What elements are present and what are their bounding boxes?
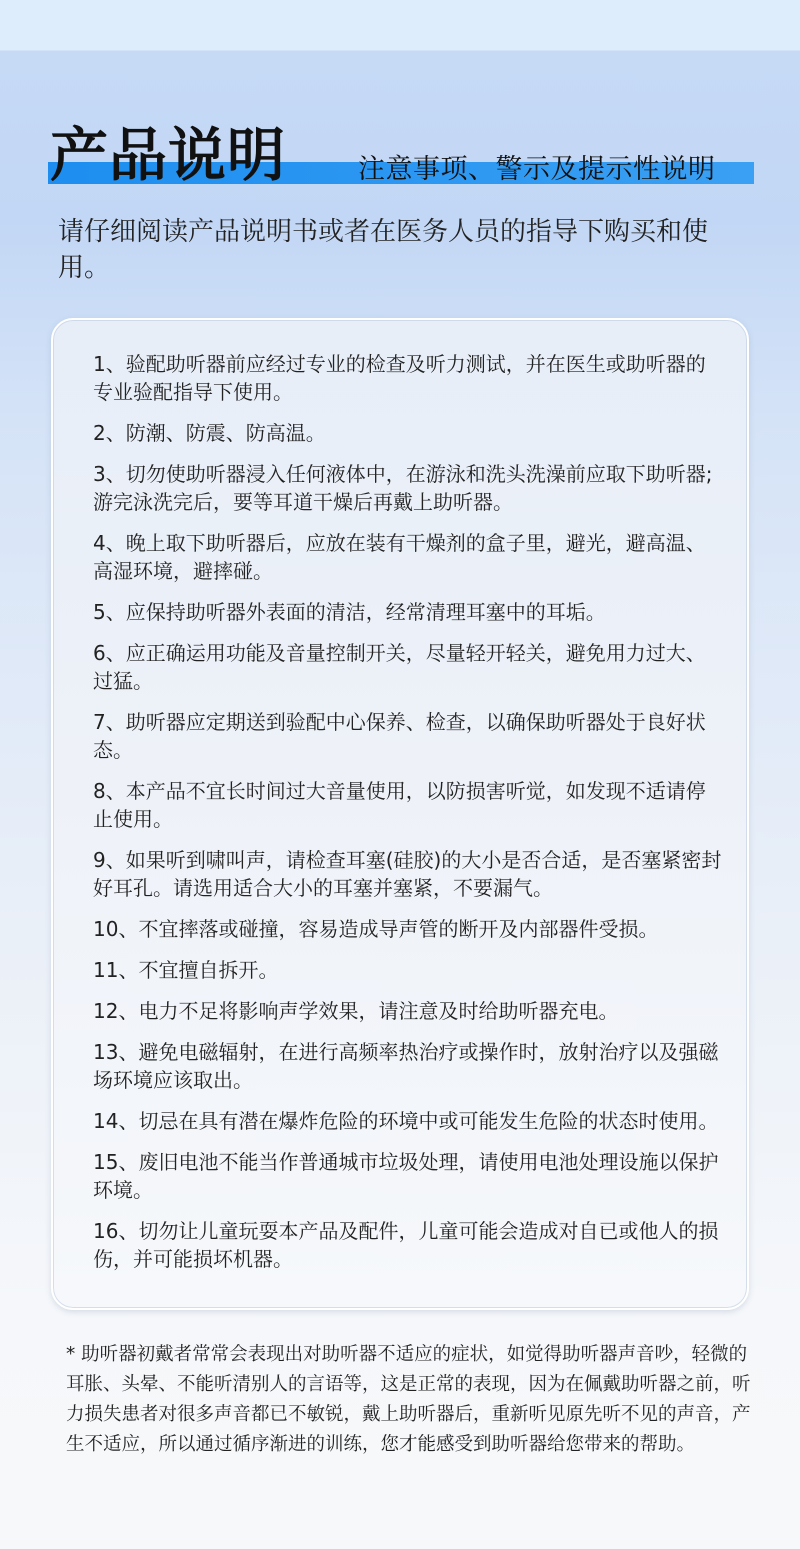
notes-list: [93, 350, 723, 1286]
note-item: 1、验配助听器前应经过专业的检查及听力测试，并在医生或助听器的专业验配指导下使用。: [93, 352, 706, 404]
footnote-text: * 助听器初戴者常常会表现出对助听器不适应的症状，如觉得助听器声音吵，轻微的耳胀、头晕、不能听清别人的言语等，这是正常的表现，因为在佩戴助听器之前，听力损失患者对很多声音都已不敏锐，戴上助听器后，重新听见原先听不见的声音，产生不适应，所以通过循序渐进的训练，您才能感受到助听器给您带来的帮助。: [66, 1344, 751, 1455]
intro-text: 请仔细阅读产品说明书或者在医务人员的指导下购买和使用。: [58, 217, 709, 283]
note-item: 10、不宜摔落或碰撞，容易造成导声管的断开及内部器件受损。: [93, 917, 659, 941]
note-item: 12、电力不足将影响声学效果，请注意及时给助听器充电。: [93, 999, 619, 1023]
note-item: 5、应保持助听器外表面的清洁，经常清理耳塞中的耳垢。: [93, 600, 606, 624]
note-item: 7、助听器应定期送到验配中心保养、检查，以确保助听器处于良好状态。: [93, 710, 706, 762]
note-item: 16、切勿让儿童玩耍本产品及配件，儿童可能会造成对自已或他人的损伤，并可能损坏机器。: [93, 1219, 719, 1271]
page-title: 产品说明: [50, 121, 287, 189]
top-band: [0, 0, 800, 50]
note-item: 13、避免电磁辐射，在进行高频率热治疗或操作时，放射治疗以及强磁场环境应该取出。: [93, 1040, 719, 1092]
note-item: 2、防潮、防震、防高温。: [93, 421, 326, 445]
note-item: 8、本产品不宜长时间过大音量使用，以防损害听觉，如发现不适请停止使用。: [93, 779, 706, 831]
note-item: 11、不宜擅自拆开。: [93, 958, 279, 982]
note-item: 14、切忌在具有潜在爆炸危险的环境中或可能发生危险的状态时使用。: [93, 1109, 719, 1133]
note-item: 6、应正确运用功能及音量控制开关，尽量轻开轻关，避免用力过大、过猛。: [93, 641, 706, 693]
note-item: 9、如果听到啸叫声，请检查耳塞(硅胶)的大小是否合适，是否塞紧密封好耳孔。请选用适合大小的耳塞并塞紧，不要漏气。: [93, 848, 722, 900]
page-subtitle: 注意事项、警示及提示性说明: [358, 154, 716, 185]
section-header: [48, 118, 754, 198]
note-item: 15、废旧电池不能当作普通城市垃圾处理，请使用电池处理设施以保护环境。: [93, 1150, 719, 1202]
note-item: 4、晚上取下助听器后，应放在装有干燥剂的盒子里，避光，避高温、高湿环境，避摔碰。: [93, 531, 706, 583]
note-item: 3、切勿使助听器浸入任何液体中，在游泳和洗头洗澡前应取下助听器;游完泳洗完后，要等耳道干燥后再戴上助听器。: [93, 462, 713, 514]
